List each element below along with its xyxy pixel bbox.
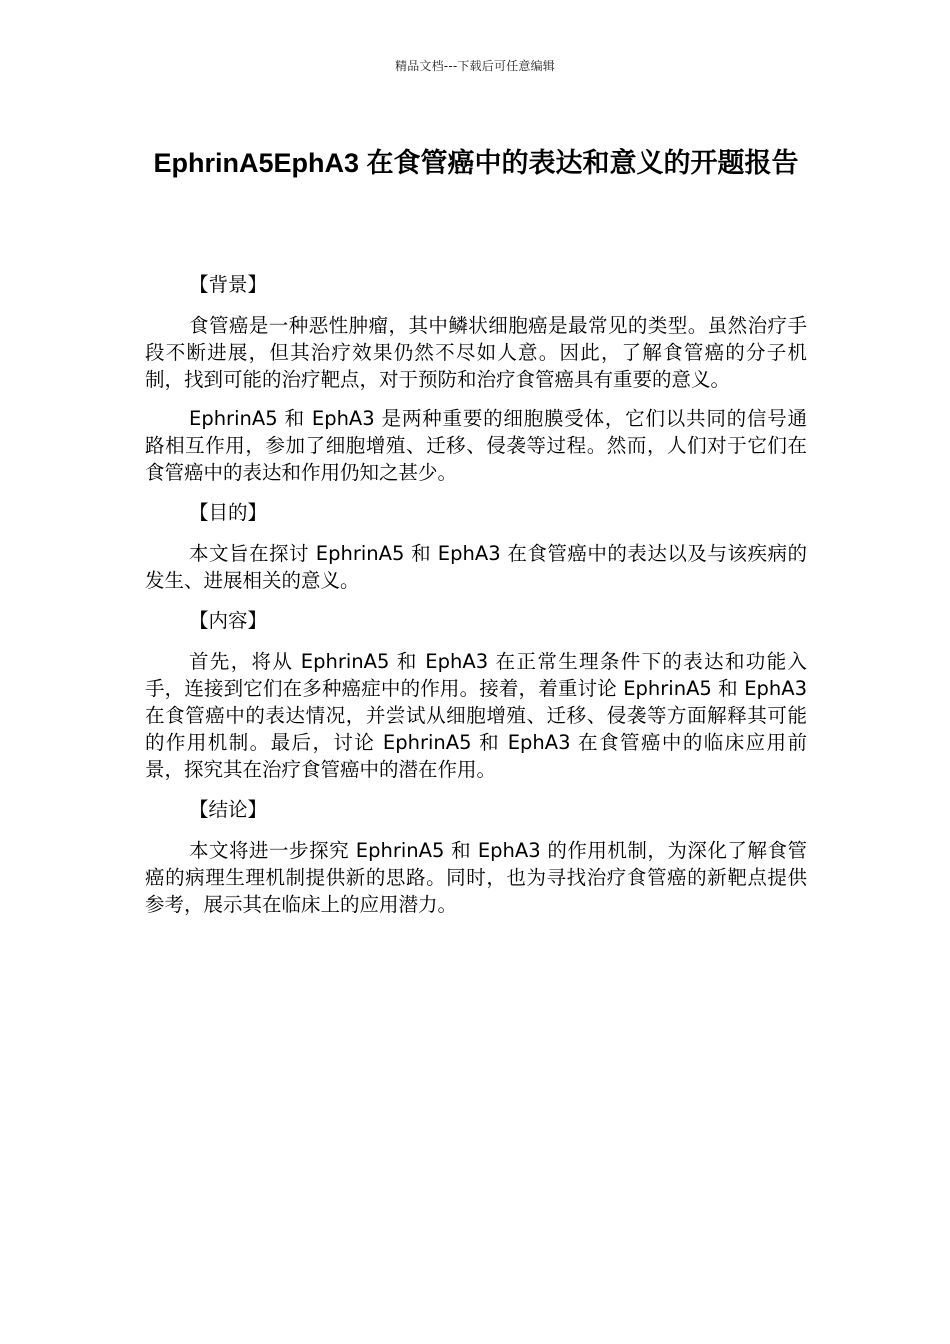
section-heading-background: 【背景】 xyxy=(189,273,268,296)
document-body xyxy=(145,270,807,930)
background-paragraph-2: EphrinA5 和 EphA3 是两种重要的细胞膜受体，它们以共同的信号通路相互作用，参加了细胞增殖、迁移、侵袭等过程。然而，人们对于它们在食管癌中的表达和作用仍知之甚少。 xyxy=(145,407,807,484)
page-header-note: 精品文档---下载后可任意编辑 xyxy=(395,59,555,73)
purpose-paragraph: 本文旨在探讨 EphrinA5 和 EphA3 在食管癌中的表达以及与该疾病的发生、进展相关的意义。 xyxy=(145,542,807,592)
section-heading-content: 【内容】 xyxy=(189,609,268,632)
document-title: EphrinA5EphA3 在食管癌中的表达和意义的开题报告 xyxy=(153,148,799,178)
conclusion-paragraph: 本文将进一步探究 EphrinA5 和 EphA3 的作用机制，为深化了解食管癌的病理生理机制提供新的思路。同时，也为寻找治疗食管癌的新靶点提供参考，展示其在临床上的应用潜力。 xyxy=(145,839,807,916)
background-paragraph-1: 食管癌是一种恶性肿瘤，其中鳞状细胞癌是最常见的类型。虽然治疗手段不断进展，但其治疗效果仍然不尽如人意。因此，了解食管癌的分子机制，找到可能的治疗靶点，对于预防和治疗食管癌具有重要的意义。 xyxy=(145,314,807,391)
section-heading-purpose: 【目的】 xyxy=(189,501,268,524)
section-heading-conclusion: 【结论】 xyxy=(189,798,268,821)
content-paragraph: 首先，将从 EphrinA5 和 EphA3 在正常生理条件下的表达和功能入手，连接到它们在多种癌症中的作用。接着，着重讨论 EphrinA5 和 EphA3 在食管癌中的表达情况，并尝试从细胞增殖、迁移、侵袭等方面解释其可能的作用机制。最后，讨论 EphrinA5 和 EphA3 在食管癌中的临床应用前景，探究其在治疗食管癌中的潜在作用。 xyxy=(145,650,807,781)
